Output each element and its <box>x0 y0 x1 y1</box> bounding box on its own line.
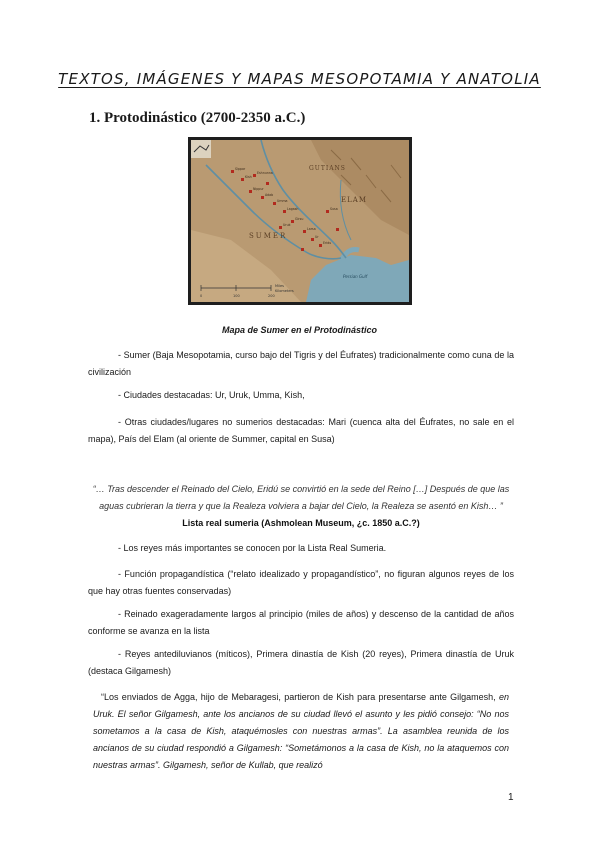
bullet-reinado: - Reinado exageradamente largos al principio (miles de años) y descenso de la cantidad de años conforme se avanza en la lista <box>88 609 514 636</box>
bullet-otras-ciudades: - Otras ciudades/lugares no sumerios destacadas: Mari (cuenca alta del Éufrates, no sale en el mapa), País del Elam (al oriente de Summer, capital en Susa) <box>88 417 514 444</box>
svg-text:Ur: Ur <box>315 235 319 239</box>
map-caption: Mapa de Sumer en el Protodinástico <box>221 325 378 335</box>
label-sumer: SUMER <box>249 232 288 240</box>
quote-lista-real-source: Lista real sumeria (Ashmolean Museum, ¿c. 1850 a.C.?) <box>182 518 420 528</box>
svg-text:Lagash: Lagash <box>287 207 299 211</box>
svg-text:Kilometers: Kilometers <box>275 289 294 293</box>
bullet-reyes: - Los reyes más importantes se conocen por la Lista Real Sumeria. <box>118 543 387 553</box>
svg-text:Miles: Miles <box>275 284 284 288</box>
bullet-ciudades: - Ciudades destacadas: Ur, Uruk, Umma, Kish, <box>118 390 305 400</box>
svg-text:Eridu: Eridu <box>323 241 332 245</box>
svg-text:200: 200 <box>268 294 275 298</box>
bullet-sumer: - Sumer (Baja Mesopotamia, curso bajo del Tigris y del Éufrates) tradicionalmente como cuna de la civilización <box>88 350 514 377</box>
svg-text:Larsa: Larsa <box>307 227 316 231</box>
sumer-map <box>191 140 409 302</box>
svg-text:Uruk: Uruk <box>283 223 291 227</box>
svg-text:Susa: Susa <box>330 207 338 211</box>
svg-text:100: 100 <box>233 294 240 298</box>
bullet-antediluvianos: - Reyes antediluvianos (míticos), Primera dinastía de Kish (20 reyes), Primera dinastía de Uruk (destaca Gilgamesh) <box>88 649 514 676</box>
quote-lista-real-text: “… Tras descender el Reinado del Cielo, Eridú se convirtió en la sede del Reino […] Después de que las aguas cubrieran la tierra y que la Realeza volviera a bajar del Cielo, la Realeza se asentó en Kish… ” <box>92 484 510 511</box>
section-heading: 1. Protodinástico (2700-2350 a.C.) <box>89 110 306 126</box>
svg-text:Eshnunna: Eshnunna <box>257 171 273 175</box>
bullet-funcion: - Función propagandística (“relato idealizado y propagandístico”, no figuran algunos reyes de los que hay otras fuentes conservadas) <box>88 569 514 596</box>
svg-text:Sippar: Sippar <box>235 167 246 171</box>
quote-gilgamesh-normal: “Los enviados de Agga, hijo de Mebaragesi, partieron de Kish para presentarse ante Gilgamesh, <box>101 692 499 702</box>
quote-gilgamesh <box>93 689 509 774</box>
map-inset <box>191 140 211 158</box>
label-persian-gulf: Persian Gulf <box>343 274 368 279</box>
quote-gilgamesh-italic: en Uruk. El señor Gilgamesh, ante los ancianos de su ciudad llevó el asunto y les pidió consejo: “No nos sometamos a la casa de Kish, ataquémosles con nuestras armas”. La asamblea reunida de los ancianos de su ciudad respondió a Gilgamesh: “Sometámonos a la casa de Kish, no la ataquemos con nuestras armas”. Gilgamesh, señor de Kullab, que realizó <box>93 692 509 770</box>
svg-text:Umma: Umma <box>277 199 288 203</box>
svg-text:Girsu: Girsu <box>295 217 304 221</box>
label-gutians: GUTIANS <box>309 165 346 172</box>
label-elam: ELAM <box>341 196 367 204</box>
quote-lista-real <box>88 481 514 532</box>
svg-text:0: 0 <box>200 294 203 298</box>
svg-text:Adab: Adab <box>265 193 274 197</box>
document-title-text: TEXTOS, IMÁGENES Y MAPAS MESOPOTAMIA Y ANATOLIA <box>58 70 541 88</box>
svg-text:Nippur: Nippur <box>253 187 264 191</box>
page-number: 1 <box>508 792 514 803</box>
map-image <box>188 137 412 305</box>
document-title <box>0 70 599 88</box>
svg-text:Kish: Kish <box>245 175 252 179</box>
